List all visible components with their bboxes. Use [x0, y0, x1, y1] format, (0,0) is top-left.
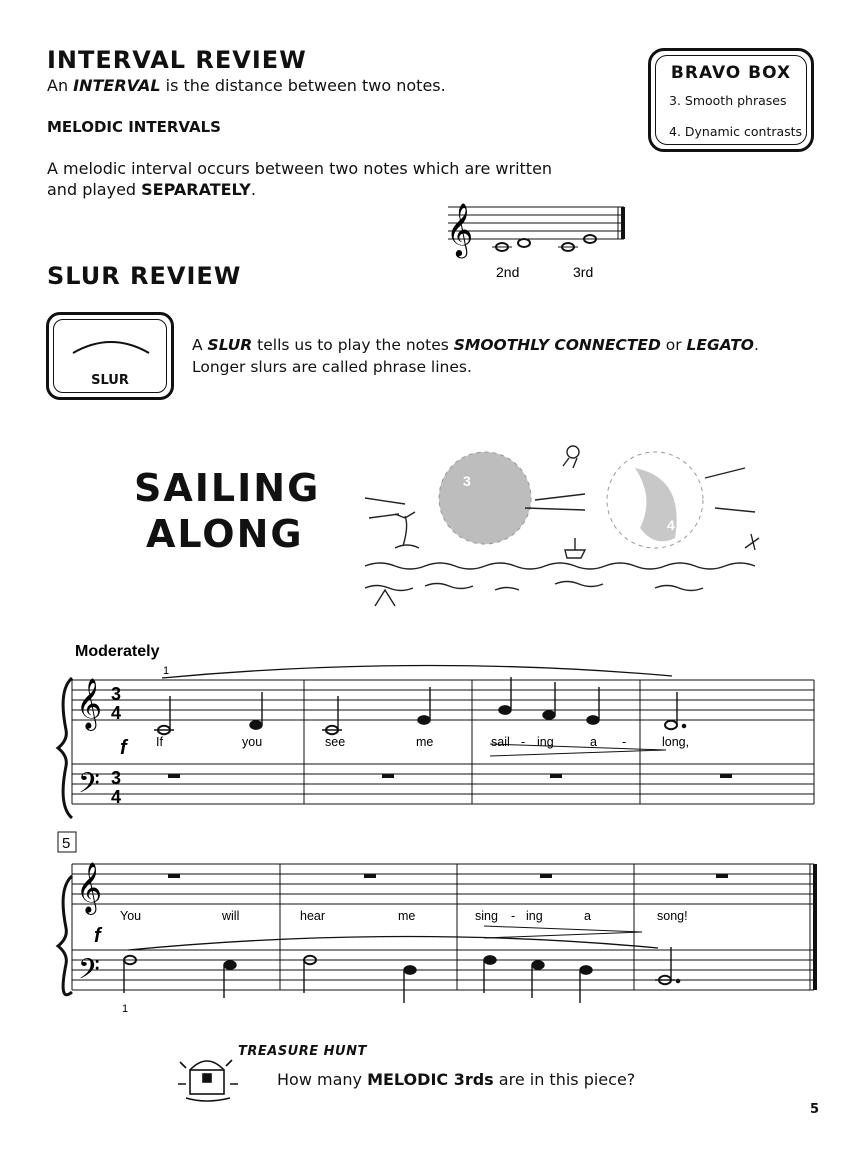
lyric: You — [120, 909, 142, 923]
piece-title-line-1: SAILING — [134, 466, 321, 510]
page-number: 5 — [810, 1102, 820, 1117]
interval-label-3rd: 3rd — [573, 264, 594, 280]
treble-clef-icon: 𝄞 — [446, 203, 474, 255]
definition-prefix: An — [47, 76, 74, 95]
time-sig-bottom: 4 — [111, 703, 122, 723]
lyric: sing — [475, 909, 498, 923]
lyric: me — [398, 909, 416, 923]
lyric: see — [325, 735, 346, 749]
bass-clef-icon: 𝄢 — [78, 954, 100, 992]
definition-term: INTERVAL — [73, 76, 161, 95]
grand-staff-brace — [58, 678, 72, 818]
illustration-number-4: 4 — [667, 517, 675, 533]
bravo-item-2: 4. Dynamic contrasts — [669, 124, 803, 139]
question-suffix: are in this piece? — [493, 1070, 636, 1089]
lyric: - — [521, 735, 526, 749]
slur-arc-icon — [69, 337, 153, 357]
time-sig-top: 3 — [111, 684, 122, 704]
lyric: ing — [537, 735, 554, 749]
lyric: song! — [657, 909, 688, 923]
time-sig-top-bass: 3 — [111, 768, 122, 788]
slur-text-b: tells us to play the notes — [252, 336, 454, 354]
slur-review-heading: SLUR REVIEW — [47, 262, 242, 290]
finger-number-1: 1 — [122, 1003, 129, 1015]
interval-label-2nd: 2nd — [496, 264, 520, 280]
lyric: me — [416, 735, 434, 749]
treasure-hunt-label: TREASURE HUNT — [238, 1044, 367, 1059]
treasure-hunt-question — [277, 1070, 635, 1089]
music-system-2 — [0, 828, 864, 1018]
lyric: sail — [491, 735, 510, 749]
definition-suffix: is the distance between two notes. — [160, 76, 446, 95]
bass-clef-icon: 𝄢 — [78, 768, 100, 806]
slur-line-1 — [192, 334, 759, 356]
diminuendo-hairpin — [484, 926, 642, 938]
melodic-intervals-heading: MELODIC INTERVALS — [47, 118, 221, 136]
lyric: - — [622, 735, 627, 749]
phrase-line — [128, 936, 658, 950]
slur-text-c: or — [660, 336, 687, 354]
music-system-1 — [0, 630, 864, 830]
melodic-line2-term: SEPARATELY — [141, 180, 251, 199]
lyric: a — [590, 735, 597, 749]
slur-definition — [192, 334, 759, 378]
smoothly-connected-term: SMOOTHLY CONNECTED — [453, 336, 661, 354]
interval-review-heading: INTERVAL REVIEW — [47, 46, 307, 74]
lyric: you — [242, 735, 263, 749]
treble-clef-icon: 𝄞 — [76, 679, 103, 728]
lyric: long, — [662, 735, 690, 749]
finger-number-1: 1 — [163, 665, 170, 677]
melodic-interval-example — [440, 195, 640, 285]
bravo-box-title: BRAVO BOX — [670, 63, 792, 83]
legato-term: LEGATO — [686, 336, 754, 354]
slur-box — [46, 312, 174, 400]
sailing-illustration — [355, 438, 775, 618]
lyric: hear — [300, 909, 326, 923]
measure-number: 5 — [62, 835, 71, 852]
interval-definition — [47, 76, 446, 95]
lyric: a — [584, 909, 591, 923]
grand-staff-brace — [58, 876, 72, 995]
phrase-line — [162, 665, 672, 678]
slur-line-2: Longer slurs are called phrase lines. — [192, 358, 472, 376]
time-sig-bottom-bass: 4 — [111, 787, 122, 807]
piece-title-line-2: ALONG — [146, 512, 304, 556]
lyric: If — [156, 735, 163, 749]
treble-clef-icon: 𝄞 — [76, 863, 103, 912]
slur-text-a: A — [192, 336, 208, 354]
lyric: - — [511, 909, 516, 923]
dynamic-forte: f — [120, 737, 127, 759]
lyric: ing — [526, 909, 543, 923]
illustration-number-3: 3 — [463, 473, 471, 489]
melodic-line2-prefix: and played — [47, 180, 142, 199]
slur-term: SLUR — [207, 336, 253, 354]
question-prefix: How many — [277, 1070, 368, 1089]
melodic-line-1: A melodic interval occurs between two notes which are written — [47, 159, 553, 178]
bravo-item-1: 3. Smooth phrases — [669, 93, 787, 108]
tempo-marking: Moderately — [75, 643, 160, 660]
melodic-definition — [47, 158, 552, 200]
lyric: will — [222, 909, 240, 923]
treasure-chest-icon — [176, 1048, 240, 1104]
bravo-box — [648, 48, 814, 152]
slur-box-label: SLUR — [91, 373, 129, 388]
slur-text-d: . — [753, 336, 759, 354]
melodic-line2-suffix: . — [250, 180, 256, 199]
question-term: MELODIC 3rds — [367, 1070, 494, 1089]
dynamic-forte: f — [94, 925, 101, 947]
